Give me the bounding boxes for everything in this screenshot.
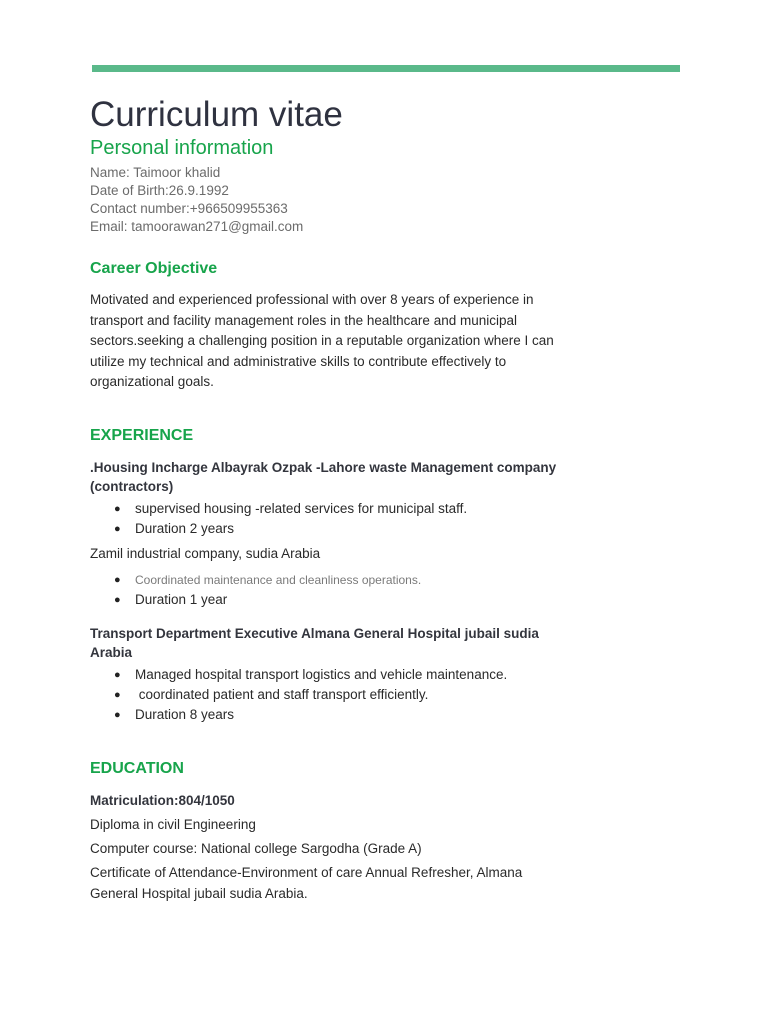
- bullet-icon: ●: [114, 502, 121, 515]
- bullet-icon: ●: [114, 522, 121, 535]
- job-1-bullets: [90, 499, 570, 539]
- education-certificate: Certificate of Attendance-Environment of care Annual Refresher, Almana General Hospital jubail sudia Arabia.: [90, 864, 523, 901]
- personal-contact: Contact number:+966509955363: [90, 201, 288, 216]
- personal-dob: Date of Birth:26.9.1992: [90, 183, 229, 198]
- education-heading: EDUCATION: [90, 759, 184, 777]
- header-accent-bar: [92, 65, 680, 72]
- bullet-icon: ●: [114, 573, 121, 586]
- page-title: Curriculum vitae: [90, 95, 343, 134]
- education-matriculation: Matriculation:804/1050: [90, 792, 235, 808]
- list-item: ● supervised housing -related services for municipal staff.: [90, 499, 570, 519]
- list-item: ● Duration 8 years: [90, 705, 570, 725]
- list-item: ● Coordinated maintenance and cleanliness operations.: [90, 570, 570, 590]
- personal-info-block: [90, 164, 570, 236]
- job-1-title: .Housing Incharge Albayrak Ozpak -Lahore waste Management company (contractors): [90, 459, 557, 494]
- job-2-bullets: [90, 570, 570, 610]
- personal-name: Name: Taimoor khalid: [90, 165, 221, 180]
- education-diploma: Diploma in civil Engineering: [90, 816, 256, 832]
- bullet-icon: ●: [114, 668, 121, 681]
- job-3-title: Transport Department Executive Almana General Hospital jubail sudia Arabia: [90, 625, 539, 660]
- list-item: ● Duration 1 year: [90, 590, 570, 610]
- list-item: ● Managed hospital transport logistics and vehicle maintenance.: [90, 665, 570, 685]
- cv-document: [90, 94, 570, 904]
- bullet-icon: ●: [114, 708, 121, 721]
- personal-email: Email: tamoorawan271@gmail.com: [90, 219, 304, 234]
- job-2-title: Zamil industrial company, sudia Arabia: [90, 545, 321, 561]
- bullet-icon: ●: [114, 688, 121, 701]
- list-item: ● coordinated patient and staff transport efficiently.: [90, 685, 570, 705]
- career-objective-heading: Career Objective: [90, 260, 218, 277]
- bullet-icon: ●: [114, 593, 121, 606]
- experience-heading: EXPERIENCE: [90, 426, 194, 444]
- list-item: ● Duration 2 years: [90, 519, 570, 539]
- personal-info-heading: Personal information: [90, 137, 274, 159]
- job-3-bullets: [90, 665, 570, 725]
- career-objective-text: Motivated and experienced professional with over 8 years of experience in transport and facility management roles in the healthcare and municipal sectors.seeking a challenging position in a reputable organization where I can utilize my technical and administrative skills to contribute effectively to organizational goals.: [90, 292, 554, 389]
- education-computer-course: Computer course: National college Sargodha (Grade A): [90, 840, 422, 856]
